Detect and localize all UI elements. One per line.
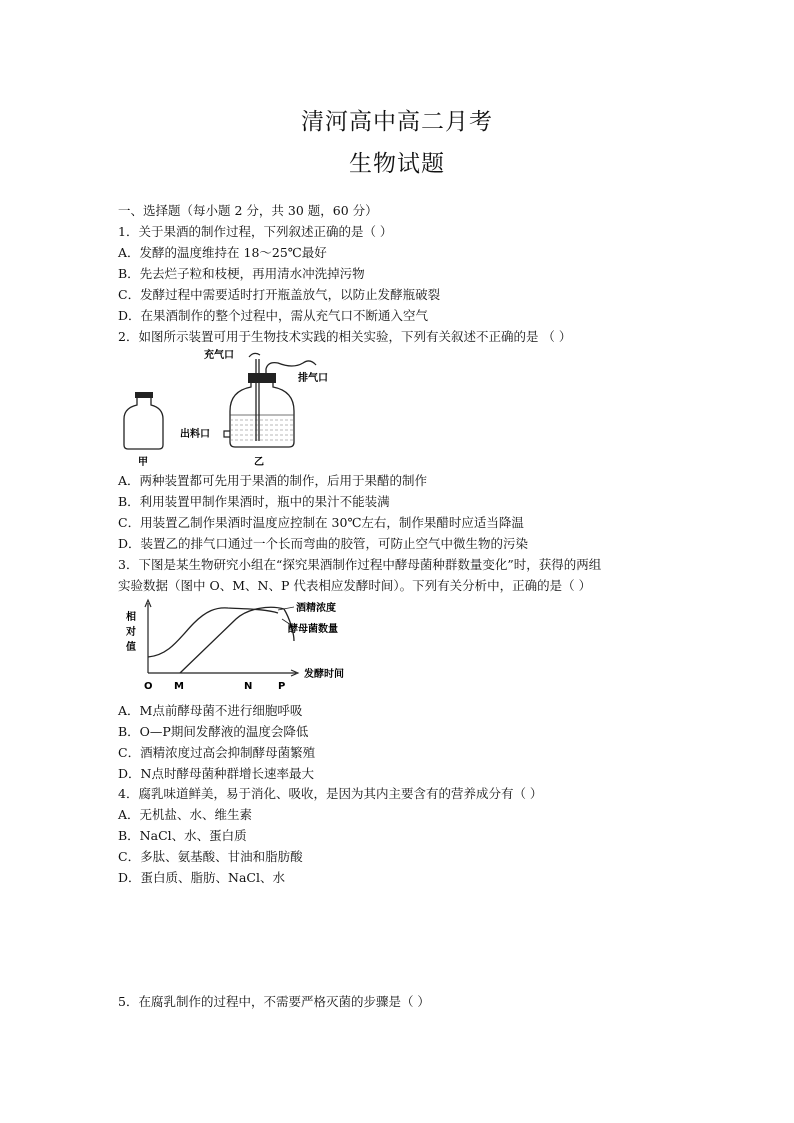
q2-option-a: A．两种装置都可先用于果酒的制作，后用于果醋的制作: [118, 473, 428, 488]
q3-option-b: B．O—P期间发酵液的温度会降低: [118, 724, 309, 739]
q3-stem-line2: 实验数据（图中 O、M、N、P 代表相应发酵时间）。下列有关分析中，正确的是（ ）: [118, 578, 592, 593]
q3-option-a: A．M点前酵母菌不进行细胞呼吸: [118, 703, 303, 718]
q3-stem-line1: 3．下图是某生物研究小组在“探究果酒制作过程中酵母菌种群数量变化”时，获得的两组: [118, 557, 602, 572]
x-tick-p: P: [278, 681, 286, 692]
q1-option-b: B．先去烂子粒和枝梗，再用清水冲洗掉污物: [118, 266, 365, 281]
y-axis-label-1: 相: [126, 612, 136, 623]
subject-title: 生物试题: [349, 151, 445, 177]
q2-stem: 2．如图所示装置可用于生物技术实践的相关实验，下列有关叙述不正确的是 （ ）: [118, 329, 572, 344]
yeast-count-curve: [148, 608, 278, 657]
q2-option-d: D．装置乙的排气口通过一个长而弯曲的胶管，可防止空气中微生物的污染: [118, 536, 529, 551]
q5-stem: 5．在腐乳制作的过程中，不需要严格灭菌的步骤是（ ）: [118, 994, 430, 1009]
q4-option-d: D．蛋白质、脂肪、NaCl、水: [118, 870, 285, 885]
x-tick-m: M: [174, 681, 184, 692]
x-axis-label: 发酵时间: [304, 669, 344, 680]
q3-option-c: C．酒精浓度过高会抑制酵母菌繁殖: [118, 745, 316, 760]
q4-stem: 4．腐乳味道鲜美，易于消化、吸收，是因为其内主要含有的营养成分有（ ）: [118, 786, 543, 801]
q1-option-d: D．在果酒制作的整个过程中，需从充气口不断通入空气: [118, 308, 429, 323]
fermentation-curve-chart: [118, 597, 368, 693]
q4-option-c: C．多肽、氨基酸、甘油和脂肪酸: [118, 849, 303, 864]
section-heading: 一、选择题（每小题 2 分，共 30 题，60 分）: [118, 203, 378, 218]
q4-option-b: B．NaCl、水、蛋白质: [118, 828, 247, 843]
alcohol-concentration-curve: [180, 607, 294, 673]
q1-option-a: A．发酵的温度维持在 18～25℃最好: [118, 245, 327, 260]
label-jia: 甲: [138, 457, 148, 468]
y-axis-label-2: 对: [126, 627, 136, 638]
label-inlet: 充气口: [204, 350, 234, 361]
legend-alcohol: 酒精浓度: [296, 603, 336, 614]
label-outlet: 出料口: [180, 429, 210, 440]
label-exhaust: 排气口: [298, 373, 328, 384]
q4-option-a: A．无机盐、水、维生素: [118, 807, 253, 822]
x-tick-n: N: [244, 681, 253, 692]
q3-option-d: D．N点时酵母菌种群增长速率最大: [118, 766, 314, 781]
label-yi: 乙: [254, 457, 264, 468]
fermentation-apparatus-figure: [118, 345, 348, 470]
y-axis-label-3: 值: [126, 642, 136, 653]
x-tick-o: O: [144, 681, 153, 692]
q1-option-c: C．发酵过程中需要适时打开瓶盖放气，以防止发酵瓶破裂: [118, 287, 441, 302]
bottle-jia: [124, 392, 163, 449]
legend-yeast: 酵母菌数量: [288, 624, 338, 635]
bottle-yi: [224, 353, 316, 447]
q2-option-c: C．用装置乙制作果酒时温度应控制在 30℃左右，制作果醋时应适当降温: [118, 515, 524, 530]
q1-stem: 1．关于果酒的制作过程，下列叙述正确的是（ ）: [118, 224, 393, 239]
school-title: 清河高中高二月考: [301, 109, 493, 135]
q2-option-b: B．利用装置甲制作果酒时，瓶中的果汁不能装满: [118, 494, 390, 509]
